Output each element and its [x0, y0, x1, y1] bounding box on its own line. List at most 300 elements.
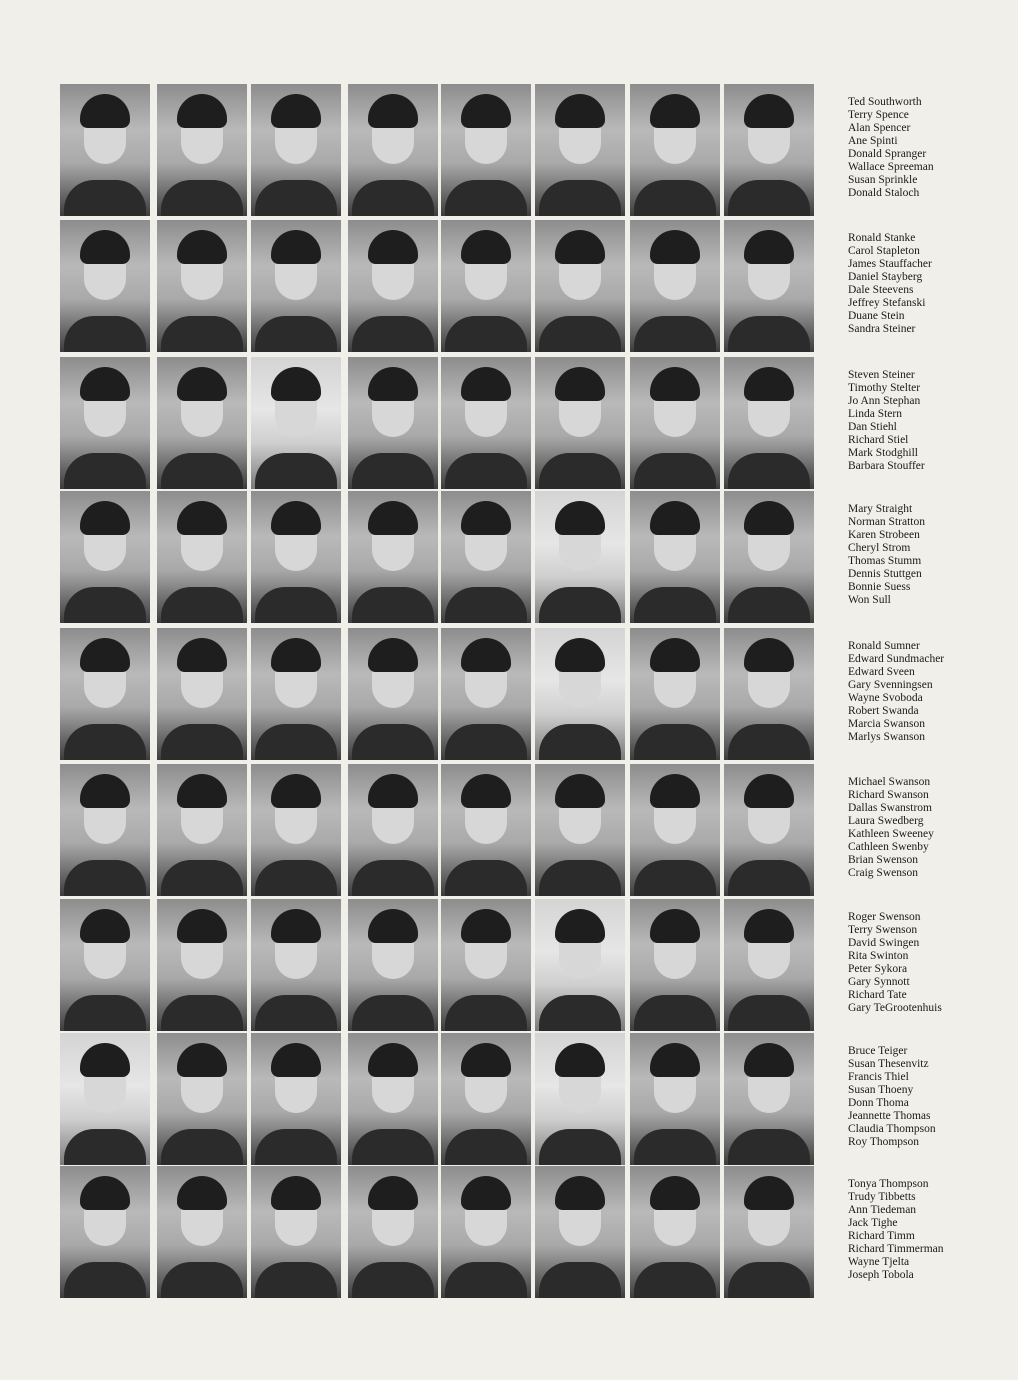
student-name: Gary TeGrootenhuis: [848, 1002, 942, 1014]
portrait-shoulders: [255, 724, 337, 760]
student-name: Tonya Thompson: [848, 1178, 929, 1190]
portrait-hair: [650, 501, 700, 535]
portrait-shoulders: [539, 587, 621, 623]
student-portrait: [535, 764, 625, 896]
student-portrait: [724, 628, 814, 760]
student-name: Rita Swinton: [848, 950, 909, 962]
portrait-shoulders: [255, 1262, 337, 1298]
portrait-shoulders: [255, 587, 337, 623]
student-portrait: [630, 84, 720, 216]
portrait-hair: [80, 367, 130, 401]
student-portrait: [441, 764, 531, 896]
name-list: [848, 232, 932, 336]
portrait-shoulders: [539, 180, 621, 216]
portrait-hair: [744, 1176, 794, 1210]
portrait-shoulders: [539, 316, 621, 352]
student-portrait: [60, 491, 150, 623]
portrait-shoulders: [352, 860, 434, 896]
student-portrait: [157, 764, 247, 896]
portrait-hair: [555, 638, 605, 672]
student-name: Roy Thompson: [848, 1136, 920, 1148]
student-name: Gary Svenningsen: [848, 679, 933, 691]
portrait-shoulders: [64, 316, 146, 352]
portrait-row: [60, 1033, 960, 1165]
name-list: [848, 96, 934, 200]
student-portrait: [441, 357, 531, 489]
portrait-shoulders: [445, 1129, 527, 1165]
portrait-hair: [461, 230, 511, 264]
portrait-hair: [271, 501, 321, 535]
portrait-shoulders: [64, 587, 146, 623]
student-portrait: [630, 357, 720, 489]
name-list: [848, 776, 934, 880]
portrait-row: [60, 491, 960, 623]
student-name: Richard Timm: [848, 1230, 915, 1242]
student-name: Steven Steiner: [848, 369, 915, 381]
student-portrait: [724, 899, 814, 1031]
portrait-shoulders: [255, 860, 337, 896]
portrait-hair: [271, 638, 321, 672]
portrait-shoulders: [255, 995, 337, 1031]
portrait-shoulders: [634, 453, 716, 489]
student-name: Joseph Tobola: [848, 1269, 914, 1281]
portrait-shoulders: [634, 995, 716, 1031]
student-name: Roger Swenson: [848, 911, 921, 923]
portrait-hair: [650, 94, 700, 128]
portrait-shoulders: [539, 724, 621, 760]
portrait-shoulders: [64, 453, 146, 489]
portrait-shoulders: [445, 453, 527, 489]
student-name: Susan Thoeny: [848, 1084, 914, 1096]
portrait-hair: [271, 774, 321, 808]
student-portrait: [157, 899, 247, 1031]
portrait-shoulders: [728, 180, 810, 216]
student-portrait: [157, 1166, 247, 1298]
portrait-shoulders: [445, 724, 527, 760]
portrait-hair: [650, 638, 700, 672]
portrait-shoulders: [634, 860, 716, 896]
portrait-shoulders: [728, 724, 810, 760]
student-portrait: [724, 491, 814, 623]
portrait-hair: [368, 94, 418, 128]
portrait-row: [60, 84, 960, 216]
student-portrait: [251, 84, 341, 216]
portrait-hair: [461, 367, 511, 401]
student-portrait: [535, 628, 625, 760]
student-name: Karen Strobeen: [848, 529, 920, 541]
student-name: Alan Spencer: [848, 122, 911, 134]
portrait-hair: [744, 774, 794, 808]
portrait-hair: [650, 230, 700, 264]
portrait-shoulders: [728, 587, 810, 623]
portrait-hair: [650, 1176, 700, 1210]
student-name: Wallace Spreeman: [848, 161, 934, 173]
portrait-shoulders: [161, 995, 243, 1031]
student-portrait: [251, 357, 341, 489]
portrait-hair: [177, 909, 227, 943]
portrait-shoulders: [445, 180, 527, 216]
student-name: Susan Sprinkle: [848, 174, 918, 186]
portrait-hair: [368, 501, 418, 535]
student-portrait: [535, 84, 625, 216]
portrait-hair: [368, 230, 418, 264]
portrait-shoulders: [634, 1262, 716, 1298]
portrait-shoulders: [352, 180, 434, 216]
portrait-shoulders: [445, 1262, 527, 1298]
portrait-hair: [177, 774, 227, 808]
portrait-row: [60, 899, 960, 1031]
student-name: Terry Swenson: [848, 924, 918, 936]
portrait-hair: [80, 501, 130, 535]
student-portrait: [441, 491, 531, 623]
student-name: Francis Thiel: [848, 1071, 909, 1083]
portrait-hair: [177, 230, 227, 264]
portrait-shoulders: [352, 1129, 434, 1165]
student-portrait: [60, 220, 150, 352]
student-name: Bruce Teiger: [848, 1045, 908, 1057]
portrait-hair: [177, 1176, 227, 1210]
student-portrait: [251, 1033, 341, 1165]
portrait-shoulders: [161, 1129, 243, 1165]
student-portrait: [251, 764, 341, 896]
portrait-shoulders: [352, 724, 434, 760]
portrait-shoulders: [352, 1262, 434, 1298]
portrait-shoulders: [728, 453, 810, 489]
portrait-hair: [461, 1176, 511, 1210]
student-name: Craig Swenson: [848, 867, 918, 879]
portrait-hair: [177, 638, 227, 672]
student-name: Jo Ann Stephan: [848, 395, 921, 407]
portrait-hair: [271, 1176, 321, 1210]
student-portrait: [630, 764, 720, 896]
portrait-hair: [555, 1043, 605, 1077]
student-name: Jeffrey Stefanski: [848, 297, 926, 309]
student-name: Dale Steevens: [848, 284, 914, 296]
portrait-hair: [650, 774, 700, 808]
portrait-shoulders: [161, 587, 243, 623]
portrait-shoulders: [161, 316, 243, 352]
student-name: Richard Swanson: [848, 789, 929, 801]
portrait-shoulders: [352, 453, 434, 489]
student-name: Edward Sundmacher: [848, 653, 945, 665]
student-name: Michael Swanson: [848, 776, 931, 788]
student-portrait: [348, 491, 438, 623]
student-name: Robert Swanda: [848, 705, 919, 717]
student-portrait: [60, 1166, 150, 1298]
student-name: Cathleen Swenby: [848, 841, 929, 853]
student-name: Donald Spranger: [848, 148, 927, 160]
portrait-hair: [80, 1176, 130, 1210]
portrait-shoulders: [64, 724, 146, 760]
student-portrait: [724, 84, 814, 216]
portrait-row: [60, 628, 960, 760]
student-portrait: [60, 1033, 150, 1165]
portrait-hair: [555, 94, 605, 128]
portrait-hair: [368, 774, 418, 808]
portrait-hair: [80, 638, 130, 672]
portrait-hair: [271, 367, 321, 401]
portrait-hair: [461, 501, 511, 535]
portrait-hair: [80, 909, 130, 943]
portrait-hair: [368, 1176, 418, 1210]
portrait-shoulders: [161, 860, 243, 896]
student-portrait: [441, 220, 531, 352]
portrait-hair: [650, 367, 700, 401]
student-name: Won Sull: [848, 594, 891, 606]
student-portrait: [60, 764, 150, 896]
portrait-hair: [80, 1043, 130, 1077]
portrait-row: [60, 220, 960, 352]
student-name: Jeannette Thomas: [848, 1110, 931, 1122]
portrait-row: [60, 357, 960, 489]
portrait-hair: [368, 1043, 418, 1077]
student-portrait: [630, 1033, 720, 1165]
student-portrait: [60, 357, 150, 489]
portrait-hair: [271, 909, 321, 943]
portrait-hair: [555, 501, 605, 535]
portrait-hair: [271, 1043, 321, 1077]
portrait-shoulders: [64, 860, 146, 896]
portrait-hair: [368, 909, 418, 943]
student-name: David Swingen: [848, 937, 920, 949]
student-portrait: [60, 84, 150, 216]
name-list: [848, 503, 925, 607]
portrait-shoulders: [352, 316, 434, 352]
student-portrait: [441, 84, 531, 216]
portrait-shoulders: [728, 995, 810, 1031]
portrait-shoulders: [634, 316, 716, 352]
student-name: Claudia Thompson: [848, 1123, 936, 1135]
student-name: Barbara Stouffer: [848, 460, 925, 472]
student-name: Edward Sveen: [848, 666, 915, 678]
student-portrait: [630, 491, 720, 623]
portrait-hair: [271, 230, 321, 264]
student-portrait: [348, 357, 438, 489]
student-name: Daniel Stayberg: [848, 271, 923, 283]
portrait-shoulders: [64, 1262, 146, 1298]
student-name: Dan Stiehl: [848, 421, 897, 433]
portrait-shoulders: [634, 180, 716, 216]
portrait-hair: [555, 367, 605, 401]
student-name: Thomas Stumm: [848, 555, 922, 567]
student-name: Cheryl Strom: [848, 542, 911, 554]
student-name: Norman Stratton: [848, 516, 925, 528]
portrait-hair: [461, 774, 511, 808]
student-portrait: [251, 491, 341, 623]
student-name: Brian Swenson: [848, 854, 918, 866]
student-portrait: [251, 899, 341, 1031]
student-name: Gary Synnott: [848, 976, 910, 988]
student-portrait: [348, 764, 438, 896]
portrait-shoulders: [539, 1262, 621, 1298]
portrait-shoulders: [445, 995, 527, 1031]
portrait-hair: [177, 501, 227, 535]
portrait-shoulders: [539, 453, 621, 489]
portrait-hair: [461, 909, 511, 943]
portrait-shoulders: [728, 1129, 810, 1165]
student-portrait: [535, 899, 625, 1031]
student-name: Richard Timmerman: [848, 1243, 944, 1255]
student-portrait: [348, 220, 438, 352]
portrait-hair: [80, 94, 130, 128]
portrait-hair: [177, 1043, 227, 1077]
portrait-hair: [744, 367, 794, 401]
portrait-shoulders: [539, 1129, 621, 1165]
student-portrait: [157, 628, 247, 760]
name-list: [848, 640, 944, 744]
portrait-hair: [744, 501, 794, 535]
student-name: Carol Stapleton: [848, 245, 920, 257]
portrait-hair: [368, 638, 418, 672]
portrait-hair: [744, 638, 794, 672]
student-name: Terry Spence: [848, 109, 909, 121]
portrait-shoulders: [161, 1262, 243, 1298]
portrait-shoulders: [728, 860, 810, 896]
portrait-shoulders: [255, 453, 337, 489]
portrait-shoulders: [445, 587, 527, 623]
name-list: [848, 1045, 936, 1149]
student-portrait: [441, 1166, 531, 1298]
student-portrait: [251, 628, 341, 760]
student-portrait: [535, 491, 625, 623]
student-portrait: [724, 764, 814, 896]
portrait-shoulders: [352, 995, 434, 1031]
student-name: Mary Straight: [848, 503, 913, 515]
student-name: Dallas Swanstrom: [848, 802, 933, 814]
portrait-shoulders: [161, 724, 243, 760]
portrait-hair: [461, 638, 511, 672]
portrait-hair: [177, 367, 227, 401]
portrait-shoulders: [255, 1129, 337, 1165]
student-portrait: [535, 357, 625, 489]
student-name: Donald Staloch: [848, 187, 920, 199]
student-name: Wayne Tjelta: [848, 1256, 910, 1268]
student-name: Ronald Stanke: [848, 232, 916, 244]
portrait-shoulders: [64, 180, 146, 216]
student-name: Marcia Swanson: [848, 718, 925, 730]
portrait-shoulders: [728, 316, 810, 352]
portrait-hair: [555, 230, 605, 264]
portrait-shoulders: [255, 316, 337, 352]
student-name: Trudy Tibbetts: [848, 1191, 916, 1203]
student-portrait: [441, 1033, 531, 1165]
student-name: Mark Stodghill: [848, 447, 918, 459]
student-name: Ronald Sumner: [848, 640, 920, 652]
student-portrait: [535, 1166, 625, 1298]
portrait-shoulders: [64, 1129, 146, 1165]
student-portrait: [348, 84, 438, 216]
portrait-shoulders: [634, 587, 716, 623]
portrait-hair: [461, 94, 511, 128]
student-portrait: [157, 357, 247, 489]
student-name: Ted Southworth: [848, 96, 922, 108]
portrait-shoulders: [634, 724, 716, 760]
student-name: Sandra Steiner: [848, 323, 916, 335]
student-portrait: [60, 899, 150, 1031]
student-name: Marlys Swanson: [848, 731, 925, 743]
portrait-shoulders: [255, 180, 337, 216]
portrait-row: [60, 1166, 960, 1298]
portrait-shoulders: [539, 860, 621, 896]
student-portrait: [441, 899, 531, 1031]
student-name: Wayne Svoboda: [848, 692, 923, 704]
portrait-hair: [368, 367, 418, 401]
student-portrait: [724, 1033, 814, 1165]
student-name: Duane Stein: [848, 310, 905, 322]
student-portrait: [251, 220, 341, 352]
student-portrait: [157, 491, 247, 623]
student-portrait: [348, 1166, 438, 1298]
portrait-shoulders: [161, 453, 243, 489]
portrait-shoulders: [352, 587, 434, 623]
student-name: Richard Tate: [848, 989, 907, 1001]
portrait-hair: [555, 774, 605, 808]
name-list: [848, 911, 942, 1015]
student-name: Kathleen Sweeney: [848, 828, 934, 840]
student-portrait: [157, 220, 247, 352]
student-name: Jack Tighe: [848, 1217, 898, 1229]
student-name: Susan Thesenvitz: [848, 1058, 929, 1070]
student-name: Ane Spinti: [848, 135, 898, 147]
portrait-hair: [271, 94, 321, 128]
student-portrait: [630, 628, 720, 760]
portrait-hair: [744, 1043, 794, 1077]
student-portrait: [157, 1033, 247, 1165]
student-name: James Stauffacher: [848, 258, 932, 270]
portrait-hair: [744, 909, 794, 943]
student-portrait: [348, 628, 438, 760]
student-name: Dennis Stuttgen: [848, 568, 922, 580]
portrait-hair: [744, 94, 794, 128]
portrait-hair: [555, 909, 605, 943]
portrait-shoulders: [64, 995, 146, 1031]
student-name: Donn Thoma: [848, 1097, 909, 1109]
student-portrait: [157, 84, 247, 216]
portrait-shoulders: [539, 995, 621, 1031]
student-portrait: [348, 899, 438, 1031]
student-name: Peter Sykora: [848, 963, 908, 975]
student-name: Richard Stiel: [848, 434, 909, 446]
student-name: Timothy Stelter: [848, 382, 921, 394]
student-portrait: [724, 220, 814, 352]
portrait-hair: [80, 774, 130, 808]
portrait-shoulders: [161, 180, 243, 216]
portrait-row: [60, 764, 960, 896]
student-name: Linda Stern: [848, 408, 902, 420]
student-name: Ann Tiedeman: [848, 1204, 917, 1216]
student-portrait: [630, 1166, 720, 1298]
student-portrait: [724, 357, 814, 489]
student-portrait: [535, 1033, 625, 1165]
student-portrait: [724, 1166, 814, 1298]
portrait-shoulders: [728, 1262, 810, 1298]
portrait-hair: [650, 1043, 700, 1077]
portrait-shoulders: [634, 1129, 716, 1165]
name-list: [848, 369, 925, 473]
student-portrait: [348, 1033, 438, 1165]
portrait-shoulders: [445, 316, 527, 352]
name-list: [848, 1178, 944, 1282]
student-portrait: [630, 899, 720, 1031]
portrait-hair: [744, 230, 794, 264]
portrait-shoulders: [445, 860, 527, 896]
portrait-hair: [650, 909, 700, 943]
student-portrait: [535, 220, 625, 352]
student-name: Bonnie Suess: [848, 581, 911, 593]
portrait-hair: [80, 230, 130, 264]
portrait-hair: [461, 1043, 511, 1077]
student-portrait: [251, 1166, 341, 1298]
